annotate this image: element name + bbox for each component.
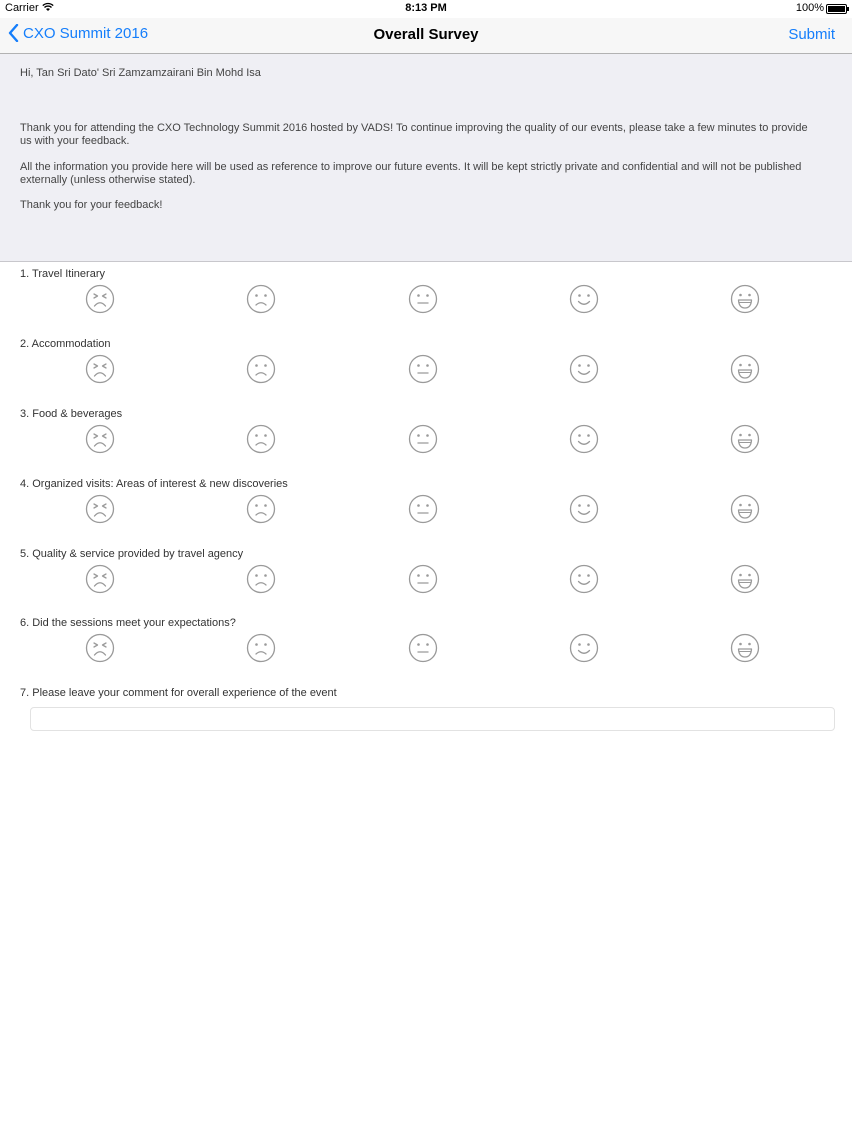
status-bar (0, 0, 852, 18)
dissatisfied-face-icon[interactable] (246, 494, 276, 524)
very-satisfied-face-icon[interactable] (730, 354, 760, 384)
neutral-face-icon[interactable] (408, 564, 438, 594)
satisfied-face-icon[interactable] (569, 284, 599, 314)
rating-options (0, 633, 852, 665)
very-dissatisfied-face-icon[interactable] (85, 424, 115, 454)
rating-options (0, 284, 852, 316)
clock-time: 8:13 PM (405, 2, 447, 14)
very-dissatisfied-face-icon[interactable] (85, 354, 115, 384)
chevron-left-icon (8, 24, 19, 42)
very-dissatisfied-face-icon[interactable] (85, 633, 115, 663)
very-satisfied-face-icon[interactable] (730, 633, 760, 663)
dissatisfied-face-icon[interactable] (246, 564, 276, 594)
neutral-face-icon[interactable] (408, 354, 438, 384)
neutral-face-icon[interactable] (408, 424, 438, 454)
satisfied-face-icon[interactable] (569, 564, 599, 594)
comment-input[interactable] (30, 707, 835, 731)
dissatisfied-face-icon[interactable] (246, 633, 276, 663)
neutral-face-icon[interactable] (408, 284, 438, 314)
rating-options (0, 494, 852, 526)
question-label: 5. Quality & service provided by travel agency (20, 548, 244, 560)
dissatisfied-face-icon[interactable] (246, 424, 276, 454)
very-dissatisfied-face-icon[interactable] (85, 494, 115, 524)
intro-paragraph-3: Thank you for your feedback! (20, 199, 163, 211)
neutral-face-icon[interactable] (408, 633, 438, 663)
question-label: 3. Food & beverages (20, 408, 123, 420)
submit-button[interactable]: Submit (788, 26, 835, 43)
battery-percentage: 100% (795, 2, 824, 14)
satisfied-face-icon[interactable] (569, 354, 599, 384)
question-label: 1. Travel Itinerary (20, 268, 105, 280)
intro-paragraph-2: All the information you provide here will be used as reference to improve our future events. It will be kept strictly private and confidential and will not be published externally (unless otherwise stated). (20, 161, 802, 186)
question-label: 2. Accommodation (20, 338, 111, 350)
dissatisfied-face-icon[interactable] (246, 284, 276, 314)
rating-options (0, 564, 852, 596)
greeting-text: Hi, Tan Sri Dato' Sri Zamzamzairani Bin Mohd Isa (20, 67, 261, 79)
question-label: 7. Please leave your comment for overall experience of the event (20, 687, 337, 699)
very-satisfied-face-icon[interactable] (730, 424, 760, 454)
very-satisfied-face-icon[interactable] (730, 564, 760, 594)
rating-options (0, 424, 852, 456)
neutral-face-icon[interactable] (408, 494, 438, 524)
rating-options (0, 354, 852, 386)
back-button-label: CXO Summit 2016 (23, 24, 149, 42)
question-label: 6. Did the sessions meet your expectations? (20, 617, 236, 629)
satisfied-face-icon[interactable] (569, 494, 599, 524)
satisfied-face-icon[interactable] (569, 424, 599, 454)
navigation-bar (0, 18, 852, 54)
dissatisfied-face-icon[interactable] (246, 354, 276, 384)
carrier-label: Carrier (5, 2, 39, 14)
very-satisfied-face-icon[interactable] (730, 284, 760, 314)
very-dissatisfied-face-icon[interactable] (85, 284, 115, 314)
very-satisfied-face-icon[interactable] (730, 494, 760, 524)
intro-paragraph-1: Thank you for attending the CXO Technology Summit 2016 hosted by VADS! To continue improving the quality of our events, please take a few minutes to provide us with your feedback. (20, 122, 808, 147)
satisfied-face-icon[interactable] (569, 633, 599, 663)
very-dissatisfied-face-icon[interactable] (85, 564, 115, 594)
page-title: Overall Survey (373, 26, 479, 43)
question-label: 4. Organized visits: Areas of interest & new discoveries (20, 478, 288, 490)
back-button[interactable] (8, 24, 148, 42)
battery-icon (826, 4, 847, 14)
intro-panel (0, 54, 852, 262)
